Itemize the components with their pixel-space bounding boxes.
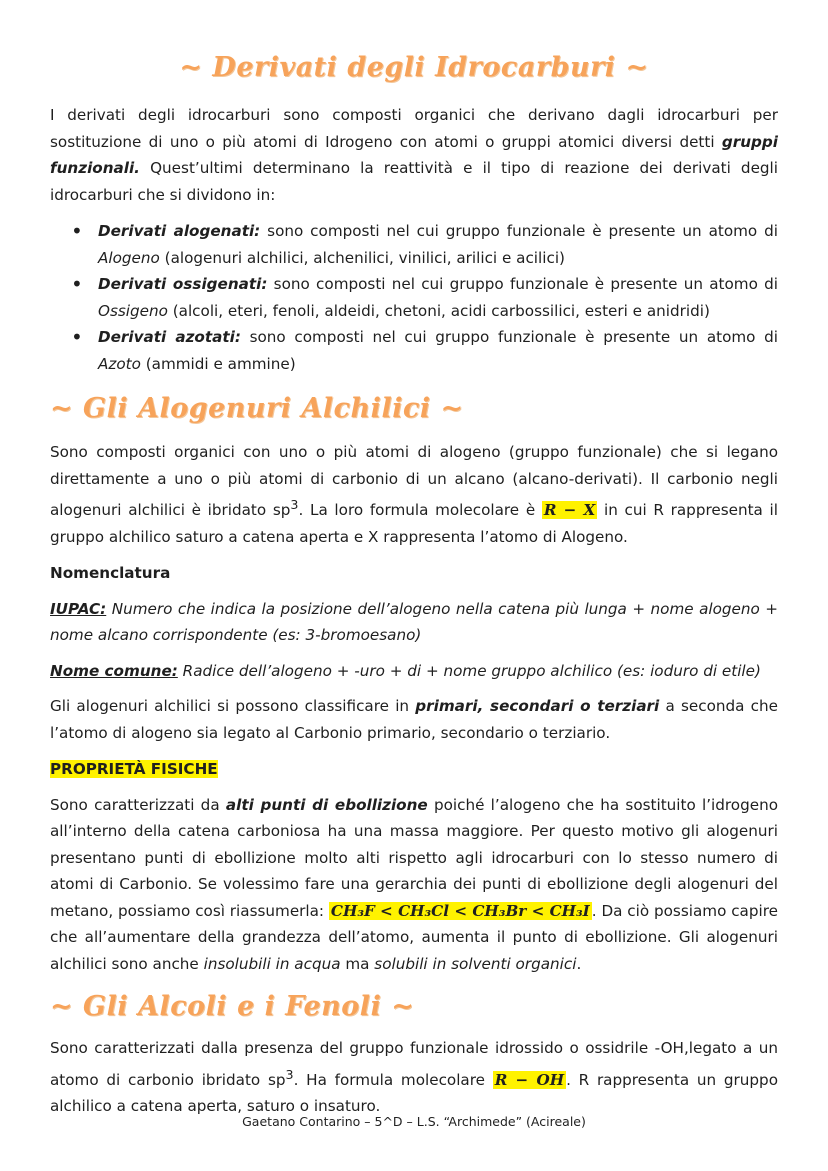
derivati-list (50, 218, 778, 377)
nome-comune-label: Nome comune: (50, 661, 178, 680)
list-item (98, 218, 778, 271)
text-run: Sono composti organici con uno o più atomi di alogeno (gruppo funzionale) che si legano direttamente a uno o più atomi di carbonio di un alcano (alcano-derivati). Il carbonio negli alogenuri alchilici è ibridato sp (50, 443, 778, 520)
text-run-bold-italic: primari, secondari o terziari (415, 697, 660, 716)
text-run: . La loro formula molecolare è (298, 501, 542, 520)
text-run: Gli alogenuri alchilici si possono classificare in (50, 697, 416, 716)
text-run-italic: solubili in solventi organici (374, 954, 577, 973)
iupac-label: IUPAC: (50, 599, 107, 618)
text-run: . Ha formula molecolare (293, 1070, 493, 1089)
iupac-paragraph (50, 596, 778, 649)
text-run: . R rappresenta un gruppo alchilico a catena aperta, saturo o insaturo. (50, 1070, 778, 1116)
text-run: Quest’ultimi determinano la reattività e il tipo di reazione dei derivati degli idrocarburi che si dividono in: (50, 159, 778, 204)
proprieta-fisiche-label: PROPRIETÀ FISICHE (50, 760, 218, 779)
page-footer: Gaetano Contarino – 5^D – L.S. “Archimede” (Acireale) (242, 1114, 586, 1129)
text-run: (ammidi e ammine) (140, 354, 296, 373)
proprieta-fisiche-heading (50, 756, 778, 783)
text-run: (alcoli, eteri, fenoli, aldeidi, chetoni, acidi carbossilici, esteri e anidridi) (167, 301, 710, 320)
section-title-derivati: ~ Derivati degli Idrocarburi ~ (179, 52, 649, 83)
text-run: . Da ciò possiamo capire che all’aumentare della grandezza dell’atomo, aumenta il punto di ebollizione. Gli alogenuri alchilici sono anche (50, 901, 778, 973)
text-run-bold-italic: alti punti di ebollizione (225, 795, 428, 814)
text-run: Numero che indica la posizione dell’alogeno nella catena più lunga + nome alogeno + nome alcano corrispondente (es: 3-bromoesano) (50, 599, 778, 645)
text-run: sono composti nel cui gruppo funzionale è presente un atomo di (267, 275, 778, 293)
nomenclatura-heading: Nomenclatura (50, 564, 171, 583)
list-item (98, 324, 778, 377)
text-run-italic: insolubili in acqua (203, 954, 341, 973)
list-item-term: Derivati azotati: (98, 328, 241, 346)
classificazione-paragraph (50, 693, 778, 746)
text-run-italic: Ossigeno (98, 301, 168, 320)
list-item-term: Derivati ossigenati: (98, 275, 268, 293)
list-item-term: Derivati alogenati: (98, 222, 261, 240)
text-run: in cui R rappresenta il gruppo alchilico saturo a catena aperta e X rappresenta l’atomo di Alogeno. (50, 501, 778, 546)
text-run: sono composti nel cui gruppo funzionale è presente un atomo di (240, 328, 779, 346)
text-run: sono composti nel cui gruppo funzionale è presente un atomo di (260, 222, 778, 240)
text-run: (alogenuri alchilici, alchenilici, vinilici, arilici e acilici) (159, 248, 565, 267)
formula-r-x: R − X (543, 501, 596, 520)
formula-boiling-order: CH₃F < CH₃Cl < CH₃Br < CH₃I (330, 901, 590, 920)
superscript: 3 (290, 497, 299, 512)
text-run-bold-italic: gruppi funzionali. (50, 132, 778, 177)
text-run: Sono caratterizzati dalla presenza del gruppo funzionale idrossido o ossidrile -OH,legato a un atomo di carbonio ibridato sp (50, 1039, 778, 1089)
text-run-italic: Alogeno (98, 248, 160, 267)
text-run: a seconda che l’atomo di alogeno sia legato al Carbonio primario, secondario o terziario. (50, 697, 778, 742)
text-run-italic: Azoto (98, 354, 141, 373)
text-run: Radice dell’alogeno + -uro + di + nome gruppo alchilico (es: ioduro di etile) (177, 661, 761, 680)
superscript: 3 (285, 1066, 294, 1082)
intro-paragraph (50, 102, 778, 208)
formula-r-oh: R − OH (494, 1070, 565, 1089)
proprieta-paragraph (50, 792, 778, 978)
nome-comune-paragraph (50, 658, 778, 685)
text-run: . (576, 954, 582, 973)
text-run: poiché l’alogeno che ha sostituito l’idrogeno all’interno della catena carboniosa ha una massa maggiore. Per questo motivo gli alogenuri presentano punti di ebollizione molto alti rispetto agli idrocarburi con lo stesso numero di atomi di Carbonio. Se volessimo fare una gerarchia dei punti di ebollizione degli alogenuri del metano, possiamo così riassumerla: (50, 795, 778, 920)
section-title-alcoli: ~ Gli Alcoli e i Fenoli ~ (50, 991, 415, 1023)
text-run: Sono caratterizzati da (50, 795, 226, 814)
alcoli-paragraph (50, 1035, 778, 1120)
text-run: I derivati degli idrocarburi sono composti organici che derivano dagli idrocarburi per sostituzione di uno o più atomi di Idrogeno con atomi o gruppi atomici diversi detti (50, 106, 778, 151)
list-item (98, 271, 778, 324)
section-title-alogenuri: ~ Gli Alogenuri Alchilici ~ (50, 393, 464, 424)
text-run: ma (340, 954, 375, 973)
alogenuri-paragraph (50, 439, 778, 550)
